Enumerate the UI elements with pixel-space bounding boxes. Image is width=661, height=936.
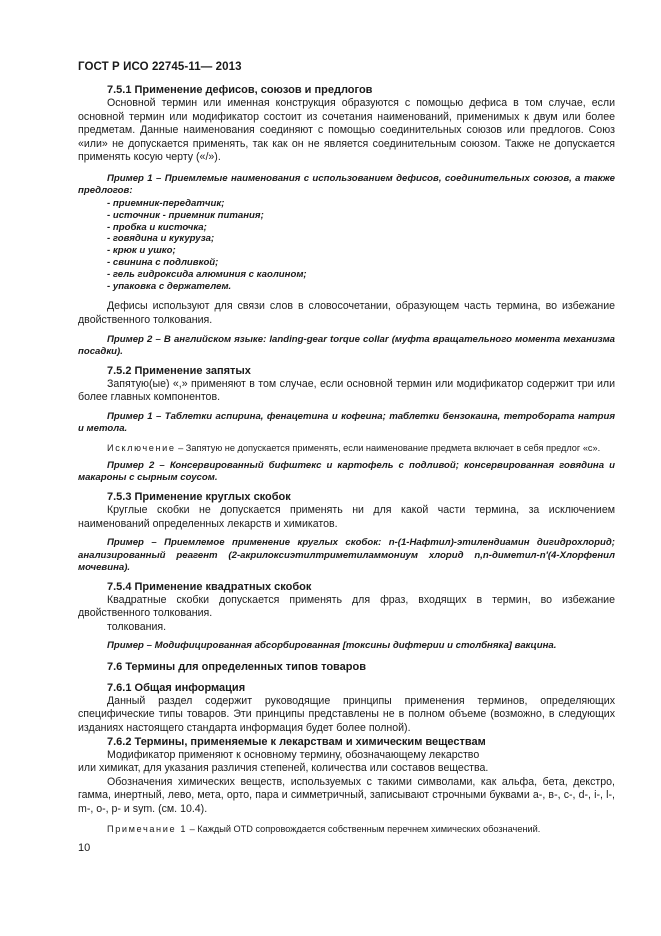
note-1 <box>78 823 615 835</box>
document-body <box>78 84 615 835</box>
example-intro: Пример 1 – Приемлемые наименования с использованием дефисов, соединительных союзов, а также предлогов: <box>78 172 615 197</box>
paragraph-line: или химикат, для указания различия степеней, количества или составов вещества. <box>78 762 489 775</box>
note-text: – Каждый OTD сопровождается собственным перечнем химических обозначений. <box>187 823 541 834</box>
list-item: - источник - приемник питания; <box>107 209 264 221</box>
section-heading-7-6-1: 7.6.1 Общая информация <box>107 681 246 694</box>
note-label: Примечание 1 <box>107 823 188 834</box>
section-heading-7-5-1: 7.5.1 Применение дефисов, союзов и предлогов <box>107 84 373 96</box>
section-heading-7-5-2: 7.5.2 Применение запятых <box>107 364 251 377</box>
paragraph-fragment: толкования. <box>107 620 167 633</box>
example-list <box>78 198 615 292</box>
section-heading-7-6-2: 7.6.2 Термины, применяемые к лекарствам и химическим веществам <box>107 735 486 748</box>
paragraph: Обозначения химических веществ, используемых с такими символами, как альфа, бета, декстро, гамма, инертный, лево, мета, орто, пара и симметричный, записывают строчными буквами а-, в-, с-, d-, i-, l-, m-, o-, p- и sym. (см. 10.4). <box>78 775 615 816</box>
document-header: ГОСТ Р ИСО 22745-11— 2013 <box>78 61 242 73</box>
example: Пример – Модифицированная абсорбированная [токсины дифтерии и столбняка] вакцина. <box>107 640 557 652</box>
list-item: - свинина с подливкой; <box>107 256 219 268</box>
section-heading-7-5-3: 7.5.3 Применение круглых скобок <box>107 490 291 503</box>
paragraph: Основной термин или именная конструкция образуются с помощью дефиса в том случае, если основной термин или модификатор состоит из сочетания наименований, применимых к двум или более предметам. Данные наименования соединяют с помощью соединительных союзов или предлогов. Союз «или» не допускается применять, так как он не является соединительным союзом. Также не допускается применять косую черту («/»). <box>78 97 615 164</box>
list-item: - пробка и кисточка; <box>107 221 207 233</box>
list-item: - гель гидроксида алюминия с каолином; <box>107 268 307 280</box>
list-item: - крюк и ушко; <box>107 245 176 257</box>
paragraph: Круглые скобки не допускается применять ни для какой части термина, за исключением наименований определенных лекарств и химикатов. <box>78 503 615 530</box>
exception-note <box>78 442 615 454</box>
list-item: - упаковка с держателем. <box>107 280 232 292</box>
paragraph-line: Модификатор применяют к основному термину, обозначающему лекарство <box>107 748 480 761</box>
exception-text: – Запятую не допускается применять, если наименование предмета включает в себя предлог «с». <box>175 442 601 453</box>
paragraph: Квадратные скобки допускается применять для фраз, входящих в термин, во избежание двойственного толкования. <box>78 593 615 620</box>
list-item: - говядина и кукуруза; <box>107 233 215 245</box>
paragraph: Данный раздел содержит руководящие принципы применения терминов, определяющих специфические типы товаров. Эти принципы представлены не в полном объеме (возможно, в следующих изданиях настоящего стандарта информация будет более полной). <box>78 694 615 735</box>
paragraph: Запятую(ые) «,» применяют в том случае, если основной термин или модификатор содержит три или более главных компонентов. <box>78 377 615 404</box>
section-heading-7-6: 7.6 Термины для определенных типов товаров <box>107 660 366 673</box>
example-2: Пример 2 – Консервированный бифштекс и картофель с подливой; консервированная говядина и макароны с сырным соусом. <box>78 459 615 484</box>
section-heading-7-5-4: 7.5.4 Применение квадратных скобок <box>107 580 312 593</box>
exception-label: Исключение <box>107 442 176 453</box>
example-1: Пример 1 – Таблетки аспирина, фенацетина и кофеина; таблетки бензокаина, тетробората натрия и метола. <box>78 410 615 435</box>
list-item: - приемник-передатчик; <box>107 197 225 209</box>
example: Пример – Приемлемое применение круглых скобок: n-(1-Нафтил)-этилендиамин дигидрохлорид; анализированный реагент (2-акрилоксиэтилтриметиламмониум хлорид n,n-диметил-n'(4-Хлорфенил мочевина). <box>78 537 615 574</box>
example-2: Пример 2 – В английском языке: landing-gear torque collar (муфта вращательного момента механизма посадки). <box>78 333 615 358</box>
paragraph: Дефисы используют для связи слов в словосочетании, образующем часть термина, во избежание двойственного толкования. <box>78 300 615 326</box>
page-number: 10 <box>78 842 91 854</box>
